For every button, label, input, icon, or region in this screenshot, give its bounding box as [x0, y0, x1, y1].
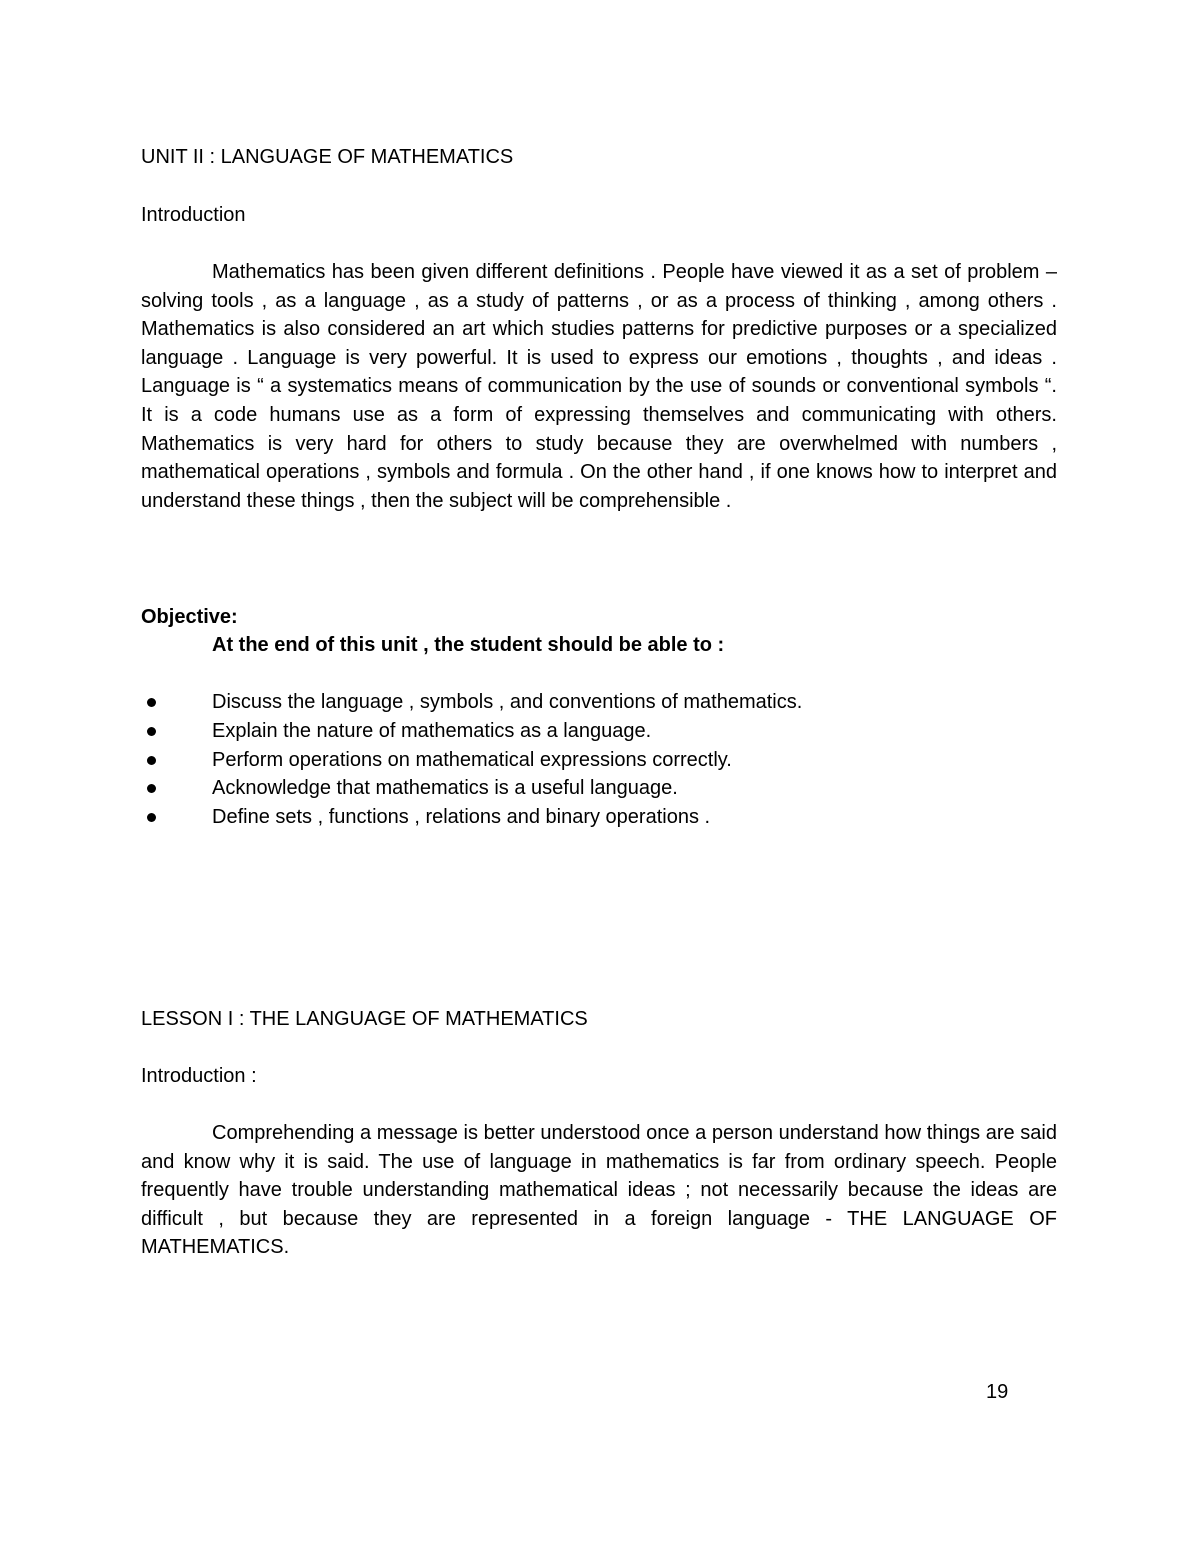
lesson-title: LESSON I : THE LANGUAGE OF MATHEMATICS — [141, 1008, 588, 1030]
bullet-icon — [147, 698, 156, 707]
bullet-icon — [147, 784, 156, 793]
objective-item — [141, 774, 802, 803]
objective-item-text: Perform operations on mathematical expressions correctly. — [212, 748, 732, 771]
objective-item — [141, 688, 802, 717]
unit-intro-heading: Introduction — [141, 204, 246, 226]
objective-lead: At the end of this unit , the student should be able to : — [212, 634, 725, 656]
lesson-intro-heading: Introduction : — [141, 1065, 257, 1087]
lesson-intro-body — [141, 1119, 1057, 1262]
objective-item-text: Discuss the language , symbols , and conventions of mathematics. — [212, 691, 803, 713]
objective-item-text: Define sets , functions , relations and binary operations . — [212, 806, 711, 829]
bullet-icon — [147, 756, 156, 765]
unit-title: UNIT II : LANGUAGE OF MATHEMATICS — [141, 146, 514, 168]
objective-item-text: Acknowledge that mathematics is a useful language. — [212, 777, 678, 800]
objective-item — [141, 717, 802, 746]
objective-heading: Objective: — [141, 606, 238, 628]
lesson-intro-paragraph: Comprehending a message is better understood once a person understand how things are said and know why it is said. The use of language in mathematics is far from ordinary speech. People frequently have trouble understanding mathematical ideas ; not necessarily because the ideas are difficult , but because they are represented in a foreign language - THE LANGUAGE OF MATHEMATICS. — [141, 1122, 1057, 1259]
page-number: 19 — [986, 1381, 1009, 1403]
unit-intro-paragraph: Mathematics has been given different definitions . People have viewed it as a set of problem – solving tools , as a language , as a study of patterns , or as a process of thinking , among others . Mathematics is also considered an art which studies patterns for predictive purposes or a specialized language . Language is very powerful. It is used to express our emotions , thoughts , and ideas . Language is “ a systematics means of communication by the use of sounds or conventional symbols “. It is a code humans use as a form of expressing themselves and communicating with others. Mathematics is very hard for others to study because they are overwhelmed with numbers , mathematical operations , symbols and formula . On the other hand , if one knows how to interpret and understand these things , then the subject will be comprehensible . — [141, 261, 1057, 512]
objective-item — [141, 746, 802, 775]
bullet-icon — [147, 813, 156, 822]
unit-intro-body — [141, 258, 1057, 515]
objective-list — [141, 688, 802, 832]
bullet-icon — [147, 727, 156, 736]
objective-item-text: Explain the nature of mathematics as a language. — [212, 719, 652, 742]
objective-item — [141, 803, 802, 832]
